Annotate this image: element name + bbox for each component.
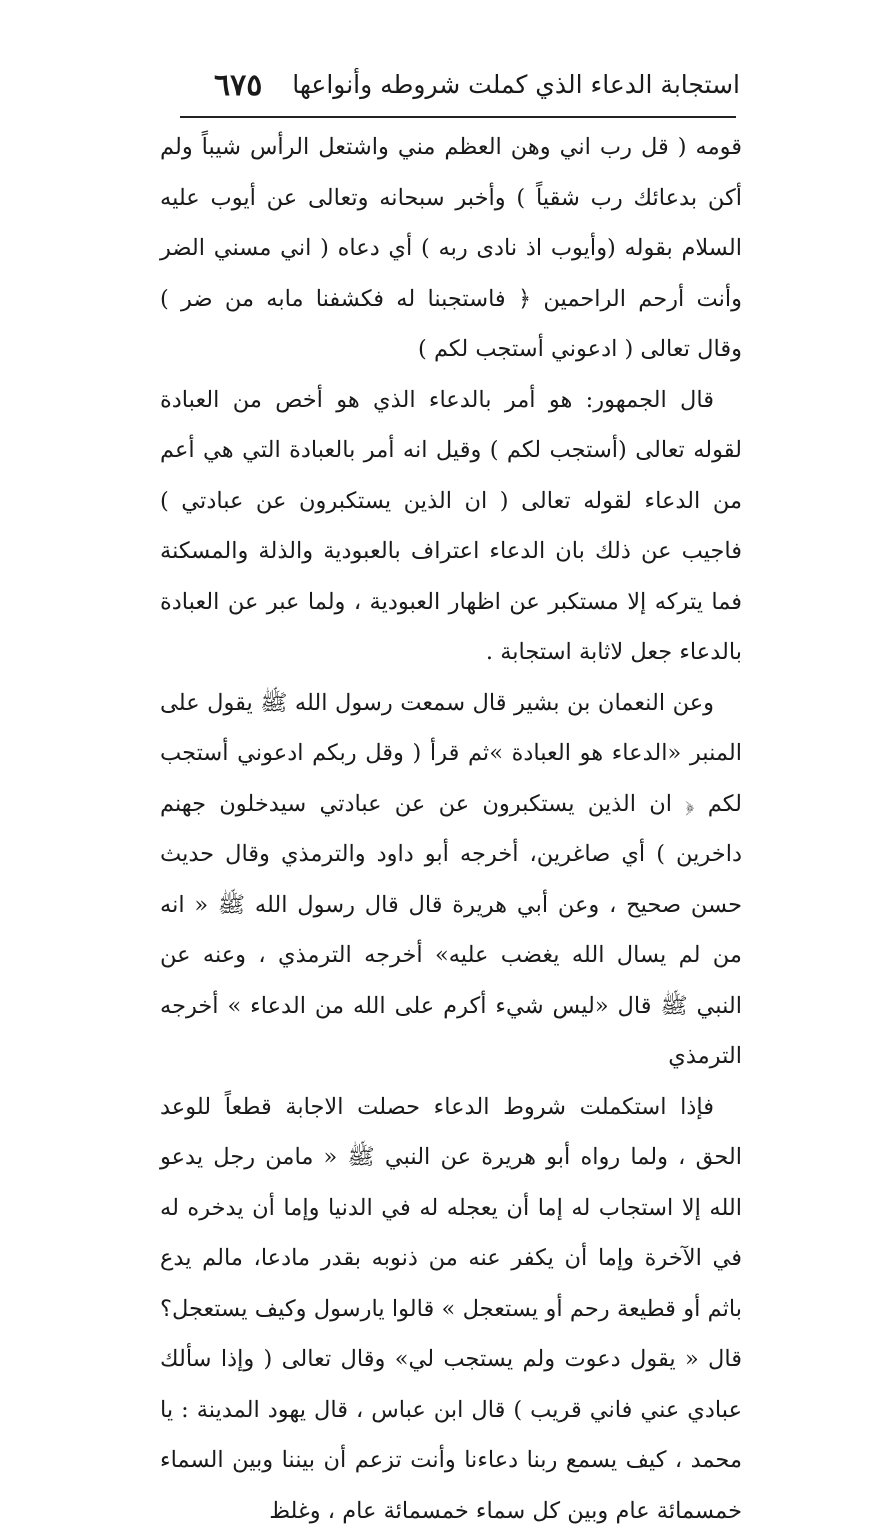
page-header (180, 66, 740, 112)
paragraph-2: قال الجمهور: هو أمر بالدعاء الذي هو أخص من العبادة لقوله تعالى (أستجب لكم ) وقيل انه أمر بالعبادة التي هي أعم من الدعاء لقوله تعالى ( ان الذين يستكبرون عن عبادتي ) فاجيب عن ذلك بان الدعاء اعتراف بالعبودية والذلة والمسكنة فما يتركه إلا مستكبر عن اظهار العبودية ، ولما عبر عن العبادة بالدعاء جعل لاثابة استجابة . (160, 375, 742, 678)
header-divider (180, 116, 736, 118)
paragraph-1: قومه ( قل رب اني وهن العظم مني واشتعل الرأس شيباً ولم أكن بدعائك رب شقياً ) وأخبر سبحانه وتعالى عن أيوب عليه السلام بقوله (وأيوب اذ نادى ربه ) أي دعاه ( اني مسني الضر وأنت أرحم الراحمين ﴿ فاستجبنا له فكشفنا مابه من ضر ) وقال تعالى ( ادعوني أستجب لكم ) (160, 122, 742, 375)
page-number: ٦٧٥ (214, 68, 262, 103)
paragraph-3: وعن النعمان بن بشير قال سمعت رسول الله ﷺ يقول على المنبر «الدعاء هو العبادة »ثم قرأ ( وقل ربكم ادعوني أستجب لكم ﴿ ان الذين يستكبرون عن عن عبادتي سيدخلون جهنم داخرين ) أي صاغرين، أخرجه أبو داود والترمذي وقال حديث حسن صحيح ، وعن أبي هريرة قال قال رسول الله ﷺ « انه من لم يسال الله يغضب عليه» أخرجه الترمذي ، وعنه عن النبي ﷺ قال «ليس شيء أكرم على الله من الدعاء » أخرجه الترمذي (160, 678, 742, 1082)
paragraph-4: فإذا استكملت شروط الدعاء حصلت الاجابة قطعاً للوعد الحق ، ولما رواه أبو هريرة عن النبي ﷺ « مامن رجل يدعو الله إلا استجاب له إما أن يعجله له في الدنيا وإما أن يدخره له في الآخرة وإما أن يكفر عنه من ذنوبه بقدر مادعا، مالم يدع باثم أو قطيعة رحم أو يستعجل » قالوا يارسول وكيف يستعجل؟ قال « يقول دعوت ولم يستجب لي» وقال تعالى ( وإذا سألك عبادي عني فاني قريب ) قال ابن عباس ، قال يهود المدينة : يا محمد ، كيف يسمع ربنا دعاءنا وأنت تزعم أن بيننا وبين السماء خمسمائة عام وبين كل سماء خمسمائة عام ، وغلظ (160, 1082, 742, 1536)
body-text (160, 122, 742, 1536)
running-title: استجابة الدعاء الذي كملت شروطه وأنواعها (292, 70, 740, 99)
